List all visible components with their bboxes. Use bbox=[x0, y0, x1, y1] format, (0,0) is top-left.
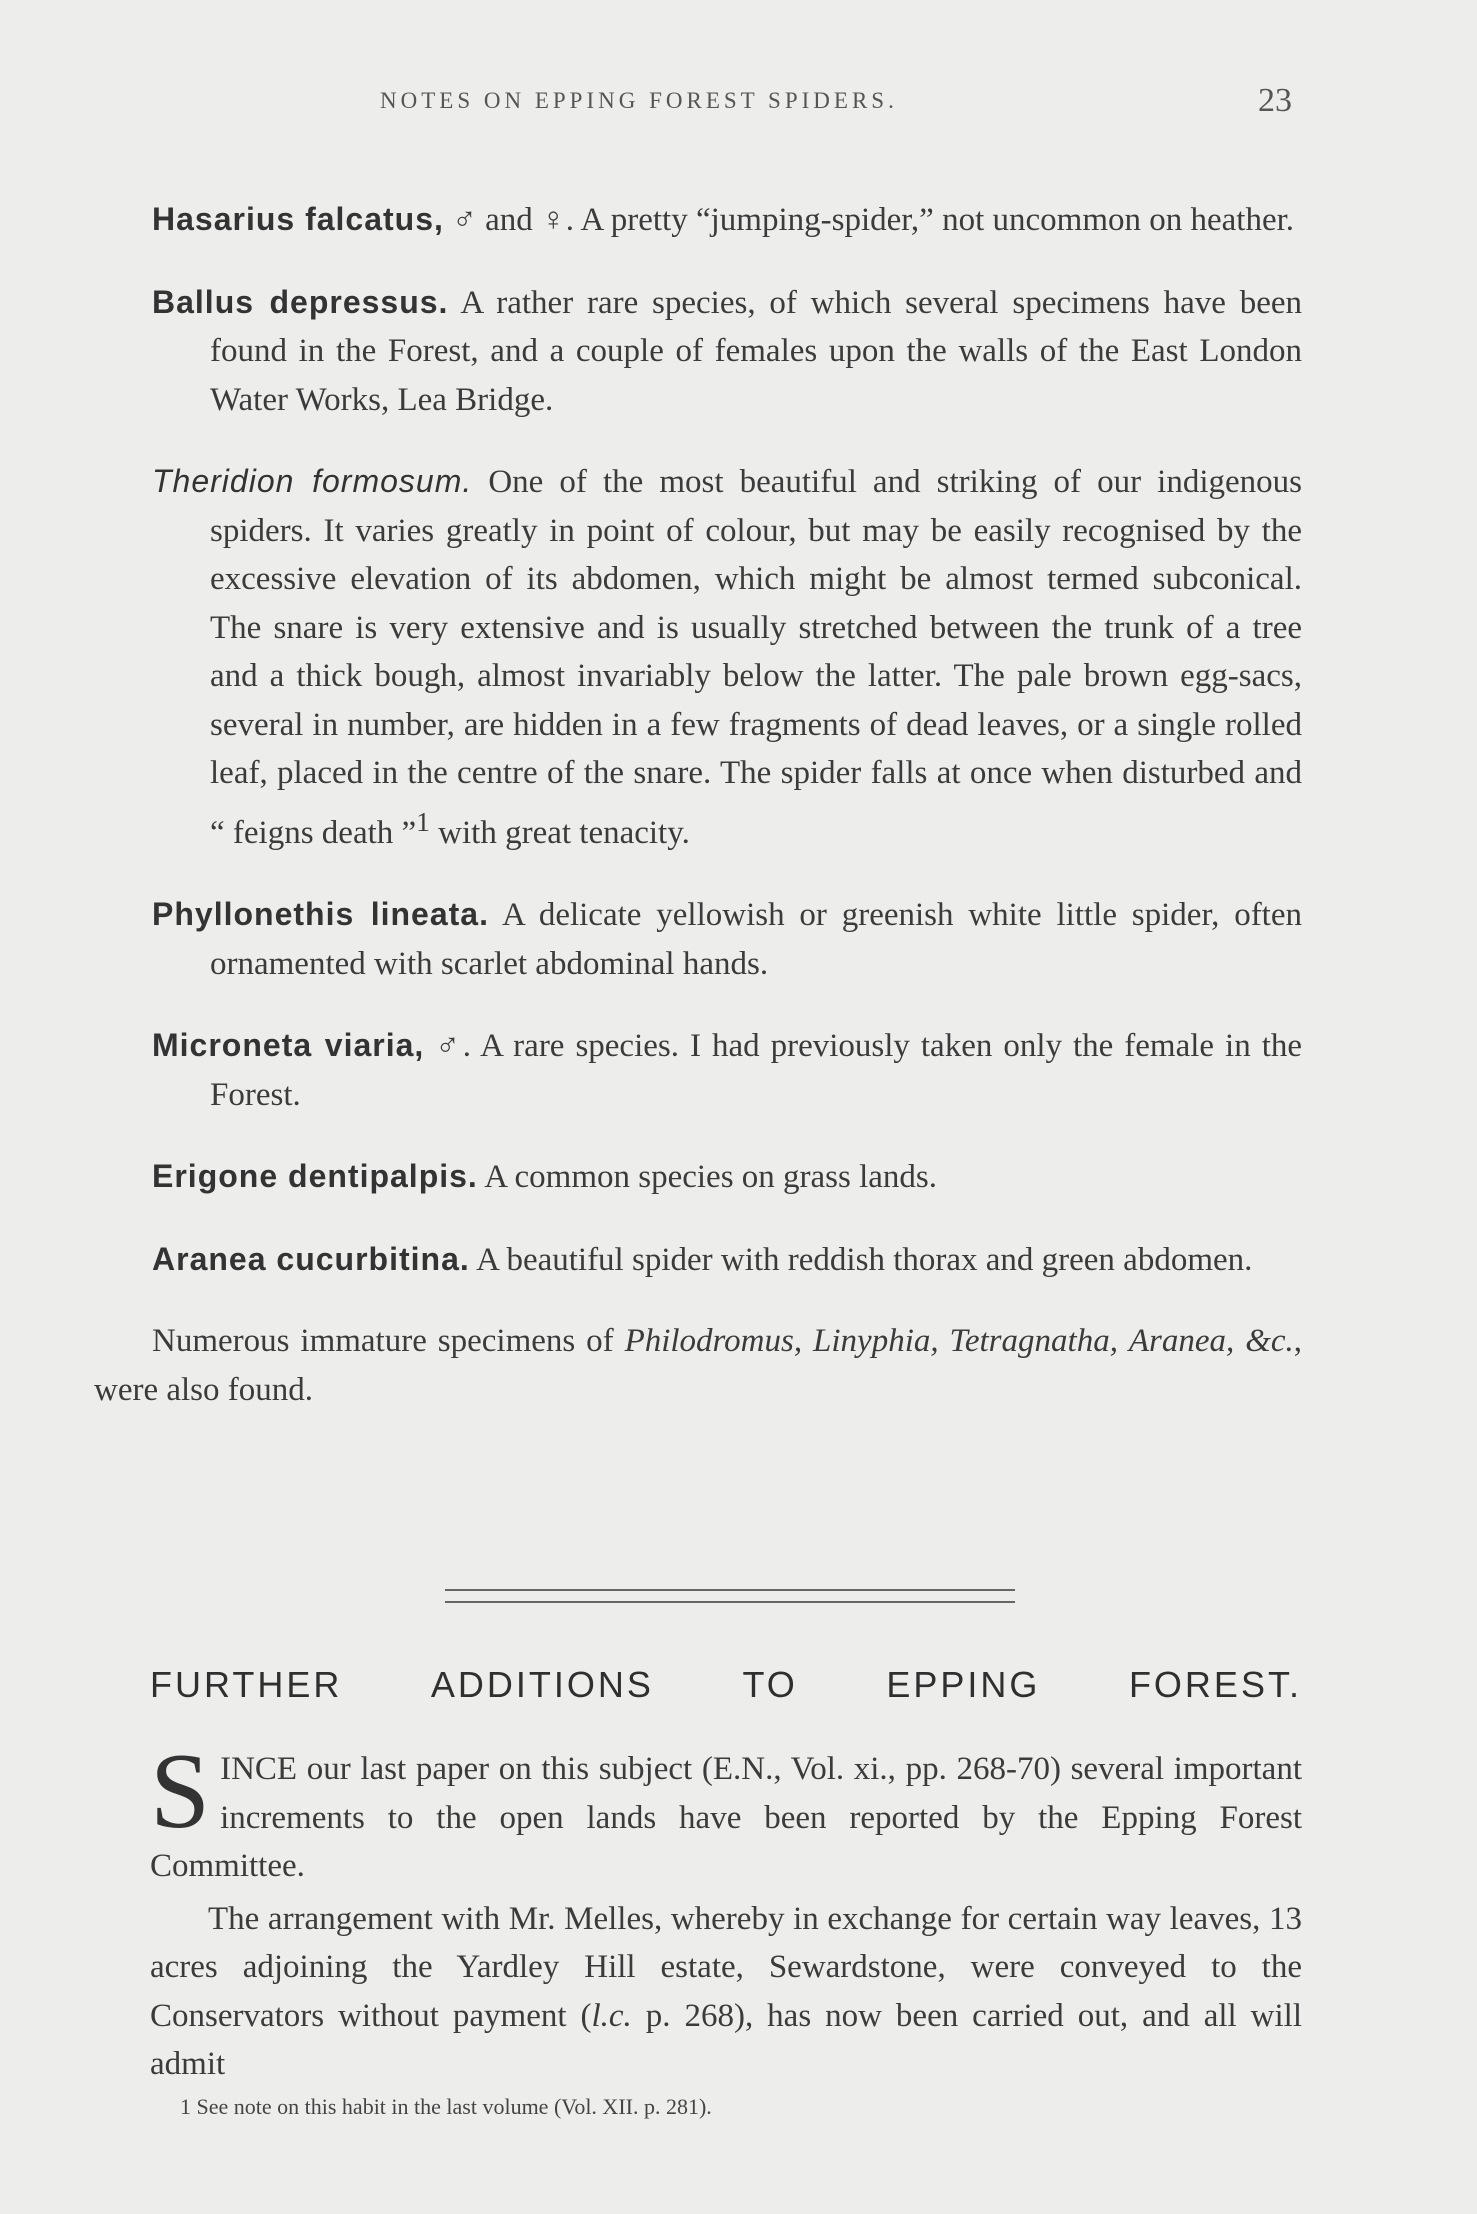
genus-name: Philodromus, bbox=[624, 1323, 803, 1359]
species-name: Ballus depressus. bbox=[152, 283, 449, 320]
etc-abbrev: &c. bbox=[1245, 1323, 1294, 1359]
species-name: Theridion formosum. bbox=[152, 463, 473, 499]
section-divider bbox=[445, 1589, 1015, 1603]
species-name: Phyllonethis lineata. bbox=[152, 896, 489, 932]
article-body bbox=[150, 1732, 1303, 2093]
species-entry bbox=[152, 1152, 1302, 1202]
species-description: One of the most beautiful and striking of our indigenous spiders. It varies greatly in point of colour, but may be easily recognised by the excessive elevation of its abdomen, which might be almost termed subconical. The snare is very extensive and is usually stretched between the trunk of a tree and a thick bough, almost invariably below the latter. The pale brown egg-sacs, several in number, are hidden in a few fragments of dead leaves, or a single rolled leaf, placed in the centre of the snare. The spider falls at once when disturbed and “ feigns death ” bbox=[210, 464, 1303, 851]
page-number: 23 bbox=[1258, 82, 1292, 119]
heading-word: TO bbox=[742, 1664, 798, 1705]
species-description: A delicate yellowish or greenish white little spider, often ornamented with scarlet abdominal hands. bbox=[210, 897, 1303, 982]
heading-word: EPPING bbox=[886, 1664, 1041, 1705]
footnote-text: See note on this habit in the last volume (Vol. XII. p. 281). bbox=[191, 2094, 712, 2119]
species-name: Aranea cucurbitina. bbox=[152, 1240, 470, 1277]
species-entry bbox=[152, 278, 1302, 425]
paragraph bbox=[150, 1895, 1302, 2089]
running-title: NOTES ON EPPING FOREST SPIDERS. bbox=[380, 88, 898, 113]
citation-abbrev: l.c. bbox=[591, 1997, 632, 2034]
species-description: ♂. A rare species. I had previously taken only the female in the Forest. bbox=[210, 1028, 1303, 1113]
genus-name: Tetragnatha, bbox=[949, 1323, 1118, 1359]
heading-word: ADDITIONS bbox=[430, 1664, 654, 1705]
species-entry bbox=[152, 890, 1302, 988]
footnote-ref: 1 bbox=[416, 805, 430, 837]
section-heading bbox=[150, 1664, 1302, 1706]
paragraph-text: p. 268), has now been carried out, and all will admit bbox=[150, 1997, 1303, 2082]
species-name: Micronetа viaria, bbox=[152, 1027, 425, 1063]
genus-name: Aranea, bbox=[1128, 1323, 1235, 1359]
species-entry bbox=[152, 1235, 1302, 1285]
closing-lead: Numerous immature specimens of bbox=[152, 1323, 625, 1359]
closing-paragraph bbox=[94, 1317, 1302, 1414]
paragraph-text: INCE our last paper on this subject (E.N., Vol. xi., pp. 268-70) several important increments to the open lands have been reported by the Epping Forest Committee. bbox=[150, 1751, 1302, 1884]
species-entry bbox=[152, 1021, 1302, 1119]
species-description: A beautiful spider with reddish thorax and green abdomen. bbox=[469, 1241, 1253, 1278]
paragraph-text: The arrangement with Mr. Melles, whereby in exchange for certain way leaves, 13 acres adjoining the Yardley Hill estate, Sewardstone, were conveyed to the Conservators without payment ( bbox=[150, 1900, 1302, 2034]
genus-name: Linyphia, bbox=[813, 1323, 939, 1359]
paragraph bbox=[150, 1732, 1302, 1891]
species-description-tail: with great tenacity. bbox=[429, 814, 690, 851]
species-name: Erigone dentipalpis. bbox=[152, 1158, 478, 1194]
heading-word: FURTHER bbox=[150, 1664, 343, 1705]
footnote-mark: 1 bbox=[180, 2094, 191, 2119]
footnote bbox=[180, 2094, 1080, 2120]
species-entry bbox=[152, 195, 1302, 245]
species-description: A rather rare species, of which several specimens have been found in the Forest, and a couple of females upon the walls of the East London Water Works, Lea Bridge. bbox=[210, 284, 1303, 418]
species-entry bbox=[152, 457, 1302, 857]
closing-tail: , were also found. bbox=[94, 1323, 1303, 1408]
species-list bbox=[94, 162, 1303, 1447]
heading-word: FOREST. bbox=[1128, 1664, 1302, 1705]
species-name: Hasarius falcatus, bbox=[152, 201, 444, 237]
species-description: A common species on grass lands. bbox=[477, 1159, 938, 1195]
drop-cap: S bbox=[150, 1732, 211, 1851]
species-description: ♂ and ♀. A pretty “jumping-spider,” not uncommon on heather. bbox=[443, 202, 1295, 238]
